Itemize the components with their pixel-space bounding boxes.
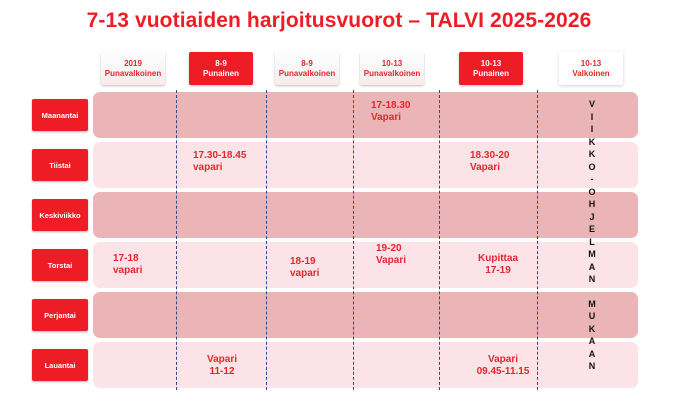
slot-time: 17-18 [113,253,139,264]
slot-time: 17-19 [485,265,511,276]
column-header-10-13-punavalkoinen [360,52,424,85]
slot-place: Vapari [371,112,402,123]
slot-time: 17.30-18.45 [193,150,247,161]
vertical-note-gap [586,286,598,298]
slot-lauantai-10-13-punainen [468,354,538,378]
slot-tiistai-10-13-punainen [470,150,509,174]
row-band-keskiviikko [93,192,638,238]
day-label-tiistai: Tiistai [32,149,88,181]
slot-tiistai-8-9-punainen [193,150,246,174]
vertical-note-letter: K [588,136,596,147]
slot-location: Kupittaa [478,253,518,264]
slot-time: 18-19 [290,256,316,267]
column-divider [266,90,267,390]
column-header-10-13-valkoinen [559,52,623,85]
slot-torstai-8-9-punavalkoinen [290,256,319,280]
day-label-perjantai: Perjantai [32,299,88,331]
slot-maanantai-10-13-punavalkoinen [371,100,410,124]
slot-time: 19-20 [376,243,402,254]
slot-place: vapari [193,162,223,173]
vertical-note-letter: I [590,124,594,134]
slot-lauantai-8-9-punainen [190,354,254,378]
day-label-maanantai: Maanantai [32,99,88,131]
column-header-10-13-punainen [459,52,523,85]
slot-place: vapari [113,265,143,276]
slot-time: 09.45-11.15 [476,366,530,377]
vertical-note-letter: E [588,224,595,234]
vertical-note-letter: - [590,174,594,184]
column-header-line1: 10-13 [381,58,403,68]
column-header-line1: 10-13 [480,58,502,68]
column-header-8-9-punavalkoinen [275,52,339,85]
vertical-note-letter: J [589,211,595,222]
slot-torstai-10-13-punavalkoinen [376,243,406,267]
day-label-torstai: Torstai [32,249,88,281]
vertical-note-letter: M [588,249,596,259]
column-header-8-9-punainen [189,52,253,85]
column-header-line2: Valkoinen [572,68,610,78]
vertical-note-letter: H [588,199,596,209]
vertical-note-letter: N [588,361,596,371]
row-band-torstai [93,242,638,288]
column-header-2019-punavalkoinen [101,52,165,85]
column-header-line1: 10-13 [580,58,602,68]
vertical-note-letter: M [588,298,596,309]
day-label-keskiviikko: Keskiviikko [32,199,88,231]
vertical-note-letter: O [588,161,596,172]
vertical-note-letter: O [588,186,596,197]
vertical-note-letter: U [588,311,596,321]
vertical-note-letter: I [590,111,594,122]
column-header-line1: 2019 [124,58,142,68]
slot-place: Vapari [376,255,407,266]
vertical-note-letter: L [589,236,595,247]
slot-time: 11-12 [209,366,235,377]
vertical-note-letter: A [588,348,596,359]
page-title: 7-13 vuotiaiden harjoitusvuorot – TALVI 2025-2026 [86,9,592,32]
slot-place: vapari [290,268,320,279]
row-band-lauantai [93,342,638,388]
column-header-line2: Punavalkoinen [363,68,421,78]
row-band-maanantai [93,92,638,138]
vertical-note-letter: K [588,323,596,334]
day-label-lauantai: Lauantai [32,349,88,381]
slot-place: Vapari [470,162,501,173]
vertical-note-letter: K [588,149,596,159]
column-divider [176,90,177,390]
vertical-note-letter: A [588,261,596,272]
column-header-line2: Punainen [202,68,239,78]
slot-place: Vapari [487,354,519,365]
column-header-line1: 8-9 [301,58,313,68]
column-divider [353,90,354,390]
slot-time: 18.30-20 [470,150,510,161]
row-band-tiistai [93,142,638,188]
column-header-line2: Punainen [472,68,509,78]
column-header-line2: Punavalkoinen [104,68,162,78]
column-header-line1: 8-9 [215,58,227,68]
row-band-perjantai [93,292,638,338]
column-divider [537,90,538,390]
slot-torstai-2019-punavalkoinen [113,253,142,277]
slot-time: 17-18.30 [371,100,411,111]
column-header-line2: Punavalkoinen [278,68,336,78]
slot-place: Vapari [206,354,238,365]
slot-torstai-10-13-punainen [468,253,528,277]
vertical-note-letter: V [588,99,595,109]
vertical-note-viikko-ohjelman-mukaan [586,98,598,373]
vertical-note-letter: A [588,336,596,346]
column-divider [439,90,440,390]
vertical-note-letter: N [588,274,596,284]
